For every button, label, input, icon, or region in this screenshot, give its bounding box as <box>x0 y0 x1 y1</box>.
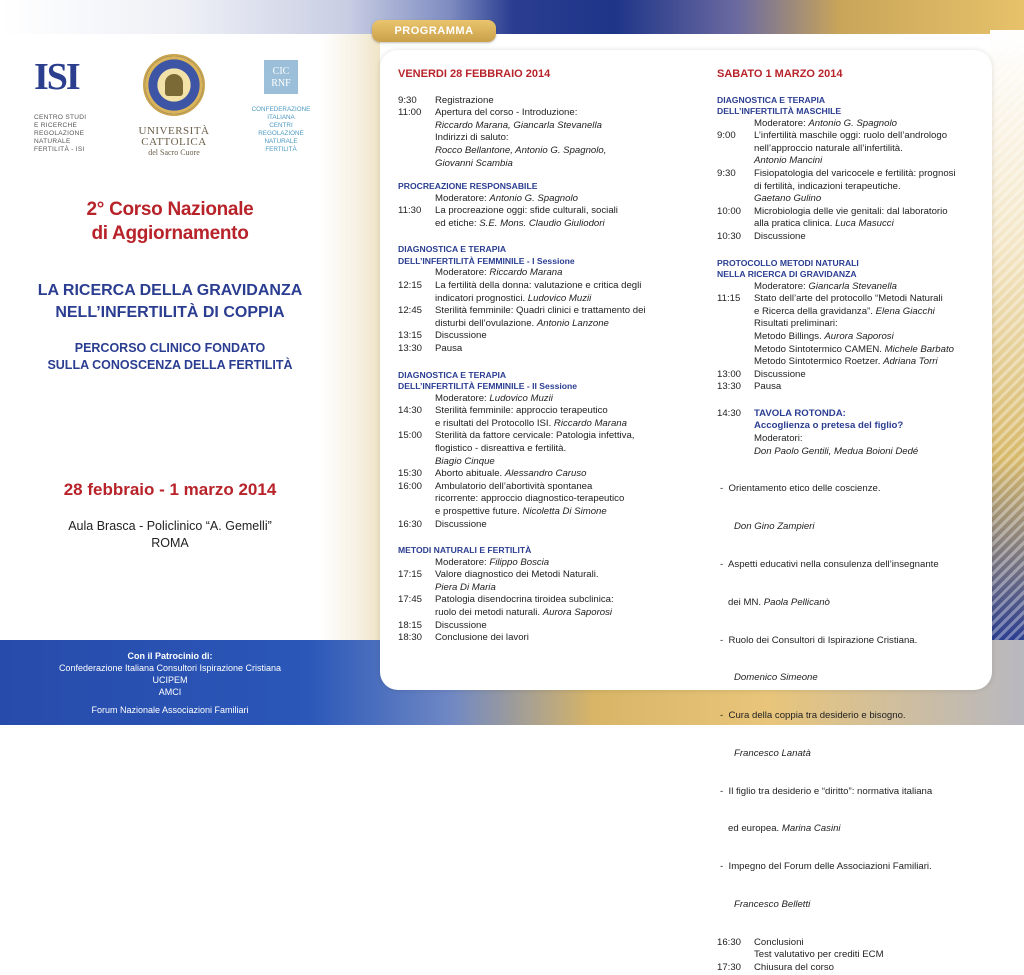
schedule-row: Giovanni Scambia <box>435 157 513 169</box>
schedule-row: 14:30 Sterilità femminile: approccio terapeutico <box>398 405 608 417</box>
schedule-row: e risultati del Protocollo ISI. Riccardo Marana <box>435 417 627 429</box>
list-item: - Cura della coppia tra desiderio e bisogno. <box>720 710 906 722</box>
day2-column <box>717 68 982 975</box>
schedule-row: Piera Di Maria <box>435 581 496 593</box>
programma-tab: PROGRAMMA <box>372 20 496 42</box>
section-heading: DIAGNOSTICA E TERAPIA DELL’INFERTILITÀ FEMMINILE - I Sessione <box>398 244 575 266</box>
schedule-row: 13:30 Pausa <box>717 381 782 393</box>
schedule-row: 13:30 Pausa <box>398 343 463 354</box>
schedule-row: 13:15 Discussione <box>398 330 487 342</box>
schedule-row: disturbi dell’ovulazione. Antonio Lanzone <box>435 317 609 329</box>
round-table-subtitle: Accoglienza o pretesa del figlio? <box>754 420 904 432</box>
schedule-row: 17:30 Chiusura del corso <box>717 962 834 973</box>
cic-logo-mark: CIC RNF <box>264 60 298 94</box>
schedule-row: 9:00 L’infertilità maschile oggi: ruolo dell’andrologo <box>717 130 948 142</box>
schedule-row: 11:30 La procreazione oggi: sfide culturali, sociali <box>398 205 618 217</box>
university-name: UNIVERSITÀ CATTOLICA <box>138 125 210 148</box>
schedule-row: Metodo Sintotermico CAMEN. Michele Barbato <box>754 343 954 355</box>
schedule-row: 16:30 Discussione <box>398 518 487 530</box>
course-track: PERCORSO CLINICO FONDATO SULLA CONOSCENZA DELLA FERTILITÀ <box>47 341 293 372</box>
isi-logo-mark: ISI <box>34 56 79 98</box>
schedule-row: di fertilità, indicazioni terapeutiche. <box>754 180 901 192</box>
schedule-row: Rocco Bellantone, Antonio G. Spagnolo, <box>435 144 607 156</box>
moderator: Moderatori: <box>754 433 803 445</box>
schedule-row: ed etiche: S.E. Mons. Claudio Giuliodori <box>435 217 605 229</box>
section-heading: DIAGNOSTICA E TERAPIA DELL’INFERTILITÀ MASCHILE <box>717 94 842 117</box>
schedule-row: 17:15 Valore diagnostico dei Metodi Naturali. <box>398 569 599 581</box>
schedule-row: 13:00 Discussione <box>717 368 806 380</box>
schedule-row: indicatori prognostici. Ludovico Muzii <box>435 292 592 304</box>
moderator-names: Don Paolo Gentili, Medua Boioni Dedé <box>754 445 919 457</box>
cic-rnf-logo <box>250 60 312 154</box>
schedule-row: Metodo Sintotermico Roetzer. Adriana Torri <box>754 356 938 368</box>
university-seal-icon <box>143 54 205 116</box>
schedule-row: Test valutativo per crediti ECM <box>754 949 884 961</box>
schedule-row: e prospettive future. Nicoletta Di Simone <box>435 505 607 517</box>
schedule-row: Risultati preliminari: <box>754 318 838 330</box>
day2-title: SABATO 1 MARZO 2014 <box>717 68 843 80</box>
schedule-row: 10:30 Discussione <box>717 230 806 242</box>
schedule-row: alla pratica clinica. Luca Masucci <box>754 218 894 230</box>
schedule-row: Gaetano Gulino <box>754 193 822 205</box>
schedule-row: 11:15 Stato dell’arte del protocollo “Metodi Naturali <box>717 293 943 305</box>
cic-caption: CONFEDERAZIONE ITALIANA CENTRI REGOLAZIONE NATURALE FERTILITÀ <box>251 106 311 153</box>
section-heading: PROCREAZIONE RESPONSABILE <box>398 181 538 192</box>
moderator: Moderatore: Ludovico Muzii <box>435 392 553 404</box>
day1-column <box>398 68 668 645</box>
schedule-row: e Ricerca della gravidanza”. Elena Giacchi <box>754 305 935 317</box>
moderator: Moderatore: Antonio G. Spagnolo <box>435 192 578 204</box>
list-item: Francesco Belletti <box>734 899 811 911</box>
schedule-row: 9:30 Registrazione <box>398 94 494 106</box>
schedule-row: Riccardo Marana, Giancarla Stevanella <box>435 119 602 131</box>
schedule-row: 11:00 Apertura del corso - Introduzione: <box>398 107 578 119</box>
schedule-row: Indirizzi di saluto: <box>435 132 509 144</box>
course-dates: 28 febbraio - 1 marzo 2014 <box>63 480 277 499</box>
schedule-row: nell’approccio naturale all’infertilità. <box>754 142 903 154</box>
list-item: Don Gino Zampieri <box>734 521 815 533</box>
schedule-row: flogistico - disreattiva e fertilità. <box>435 442 567 454</box>
schedule-row: 12:45 Sterilità femminile: Quadri clinici e trattamento dei <box>398 305 646 317</box>
course-venue: Aula Brasca - Policlinico “A. Gemelli” ROMA <box>68 519 272 550</box>
schedule-row: 10:00 Microbiologia delle vie genitali: dal laboratorio <box>717 205 948 217</box>
list-item: dei MN. Paola Pellicanò <box>720 596 830 608</box>
university-subtitle: del Sacro Cuore <box>148 148 200 157</box>
schedule-row: 16:00 Ambulatorio dell’abortività spontanea <box>398 480 593 492</box>
right-decorative-strip <box>990 30 1024 642</box>
schedule-row: 18:30 Conclusione dei lavori <box>398 632 529 644</box>
list-item: - Aspetti educativi nella consulenza dell’insegnante <box>720 559 939 570</box>
schedule-row: 15:30 Aborto abituale. Alessandro Caruso <box>398 468 587 480</box>
section-heading: DIAGNOSTICA E TERAPIA DELL’INFERTILITÀ FEMMINILE - II Sessione <box>398 369 578 392</box>
moderator: Moderatore: Antonio G. Spagnolo <box>754 117 897 129</box>
universita-cattolica-logo <box>138 54 210 157</box>
course-subtitle: LA RICERCA DELLA GRAVIDANZA NELL’INFERTILITÀ DI COPPIA <box>37 282 303 321</box>
schedule-row: 9:30 Fisiopatologia del varicocele e fertilità: prognosi <box>717 167 956 179</box>
day1-title: VENERDI 28 FEBBRAIO 2014 <box>398 68 551 80</box>
list-item: - Orientamento etico delle coscienze. <box>720 483 881 495</box>
schedule-row: 16:30 Conclusioni <box>717 936 804 948</box>
top-decorative-band <box>0 0 1024 34</box>
schedule-row: 12:15 La fertilità della donna: valutazione e critica degli <box>398 280 642 292</box>
list-item: - Ruolo dei Consultori di Ispirazione Cristiana. <box>720 634 918 646</box>
list-item: Domenico Simeone <box>734 672 818 684</box>
list-item: Francesco Lanatà <box>734 747 811 759</box>
round-table-items <box>717 458 982 937</box>
schedule-row: Biagio Cinque <box>435 455 495 467</box>
section-heading: METODI NATURALI E FERTILITÀ <box>398 545 532 556</box>
list-item: - Il figlio tra desiderio e “diritto”: normativa italiana <box>720 785 933 797</box>
schedule-row: Antonio Mancini <box>754 155 823 167</box>
schedule-row: 18:15 Discussione <box>398 619 487 631</box>
schedule-row: 15:00 Sterilità da fattore cervicale: Patologia infettiva, <box>398 430 635 442</box>
day1-opening <box>398 95 668 171</box>
isi-caption: CENTRO STUDI E RICERCHE REGOLAZIONE NATURALE FERTILITÀ - ISI <box>34 114 87 153</box>
course-title: 2° Corso Nazionale di Aggiornamento <box>86 199 254 244</box>
list-item: ed europea. Marina Casini <box>720 823 841 835</box>
moderator: Moderatore: Filippo Boscia <box>435 556 550 568</box>
moderator: Moderatore: Giancarla Stevanella <box>754 280 897 292</box>
schedule-row: Metodo Billings. Aurora Saporosi <box>754 330 894 342</box>
patronage-block: Con il Patrocinio di: Confederazione Italiana Consultori Ispirazione Cristiana UCIPEM AMCI Forum Nazionale Associazioni Familiari <box>58 651 282 715</box>
schedule-row: ruolo dei metodi naturali. Aurora Saporosi <box>435 607 613 618</box>
section-heading: PROTOCOLLO METODI NATURALI NELLA RICERCA DI GRAVIDANZA <box>717 257 859 280</box>
isi-logo <box>34 58 104 154</box>
list-item: - Impegno del Forum delle Associazioni Familiari. <box>720 861 932 873</box>
moderator: Moderatore: Riccardo Marana <box>435 267 563 279</box>
round-table-heading: 14:30 TAVOLA ROTONDA: <box>717 407 846 419</box>
schedule-row: 17:45 Patologia disendocrina tiroidea subclinica: <box>398 594 614 606</box>
schedule-row: ricorrente: approccio diagnostico-terapeutico <box>435 493 625 505</box>
